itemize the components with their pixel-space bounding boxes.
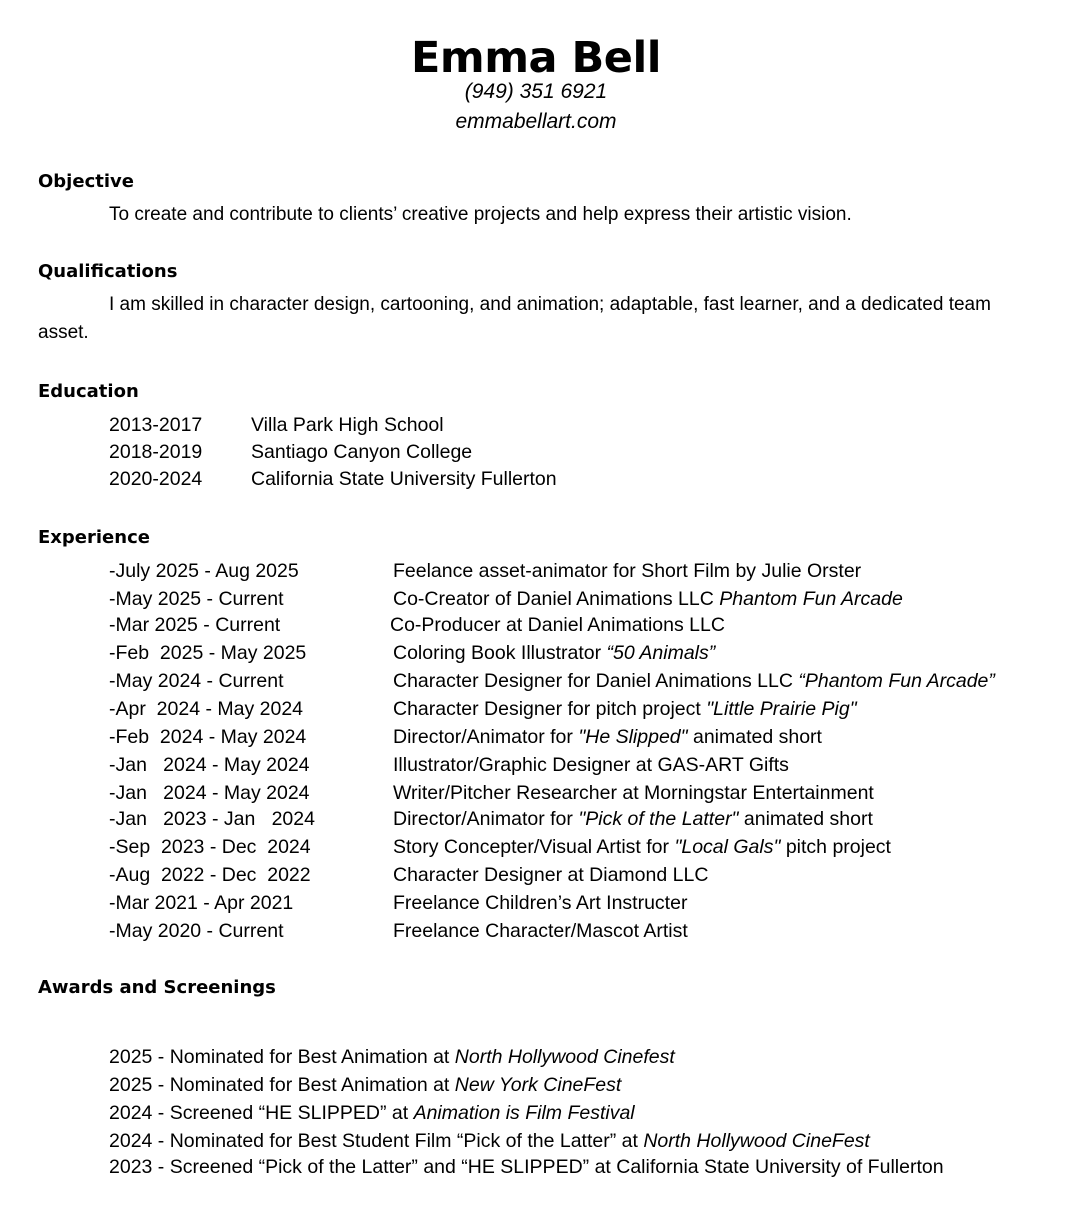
role-title: Phantom Fun Arcade [719, 588, 903, 610]
award-text: 2025 - Nominated for Best Animation at [109, 1074, 455, 1096]
role-suffix: pitch project [780, 836, 891, 858]
role-text: Director/Animator for [393, 726, 579, 748]
award-venue: Animation is Film Festival [413, 1102, 635, 1124]
experience-heading: Experience [38, 527, 150, 548]
award-text: 2023 - Screened “Pick of the Latter” and “HE SLIPPED” at California State University of Fullerton [109, 1156, 944, 1178]
experience-dates: -Jan 2024 - May 2024 [109, 782, 310, 804]
qualifications-heading: Qualifications [38, 261, 178, 282]
role-text: Co-Creator of Daniel Animations LLC [393, 588, 720, 610]
experience-role [393, 585, 903, 613]
objective-text [38, 201, 1038, 229]
experience-role [393, 695, 857, 723]
experience-role [393, 861, 708, 889]
award-item [109, 1127, 870, 1155]
role-text: Freelance Children’s Art Instructer [393, 892, 688, 914]
experience-dates: -May 2025 - Current [109, 588, 284, 610]
award-text: 2024 - Nominated for Best Student Film “Pick of the Latter” at [109, 1130, 644, 1152]
experience-role [393, 723, 822, 751]
qualifications-text-content: I am skilled in character design, cartooning, and animation; adaptable, fast learner, and a dedicated team asset. [38, 294, 991, 343]
role-title: "Little Prairie Pig" [706, 698, 857, 720]
experience-role [393, 557, 861, 585]
objective-text-content: To create and contribute to clients’ creative projects and help express their artistic vision. [109, 204, 852, 225]
role-text: Coloring Book Illustrator [393, 642, 607, 664]
website: emmabellart.com [455, 110, 617, 133]
resume-name: Emma Bell [411, 33, 661, 83]
experience-role [393, 751, 789, 779]
role-suffix: animated short [687, 726, 822, 748]
awards-heading: Awards and Screenings [38, 977, 276, 998]
award-item [109, 1043, 675, 1071]
experience-role [393, 805, 873, 833]
award-item [109, 1099, 635, 1127]
role-text: Character Designer for pitch project [393, 698, 707, 720]
experience-role [393, 889, 687, 917]
role-text: Feelance asset-animator for Short Film by Julie Orster [393, 560, 862, 582]
qualifications-text [38, 291, 1038, 347]
experience-dates: -May 2020 - Current [109, 920, 284, 942]
experience-dates: -Mar 2021 - Apr 2021 [109, 892, 294, 914]
experience-role [393, 917, 688, 945]
experience-dates: -Apr 2024 - May 2024 [109, 698, 304, 720]
role-title: “Phantom Fun Arcade” [798, 670, 995, 692]
award-venue: North Hollywood Cinefest [454, 1046, 675, 1068]
award-venue: New York CineFest [454, 1074, 622, 1096]
experience-dates: -Mar 2025 - Current [109, 614, 281, 636]
role-title: "Pick of the Latter" [578, 808, 739, 830]
experience-dates: -Jan 2023 - Jan 2024 [109, 808, 315, 830]
experience-role [393, 833, 891, 861]
role-text: Freelance Character/Mascot Artist [393, 920, 688, 942]
role-suffix: animated short [738, 808, 873, 830]
education-years: 2018-2019 [109, 441, 203, 463]
experience-role [393, 779, 874, 807]
role-text: Co-Producer at Daniel Animations LLC [390, 614, 725, 636]
award-item [109, 1153, 944, 1181]
experience-dates: -July 2025 - Aug 2025 [109, 560, 299, 582]
experience-dates: -Jan 2024 - May 2024 [109, 754, 310, 776]
experience-role [393, 667, 995, 695]
role-title: "He Slipped" [578, 726, 688, 748]
education-school: California State University Fullerton [251, 468, 557, 490]
phone-number: (949) 351 6921 [464, 80, 608, 103]
award-text: 2025 - Nominated for Best Animation at [109, 1046, 455, 1068]
role-text: Writer/Pitcher Researcher at Morningstar Entertainment [393, 782, 874, 804]
experience-dates: -Feb 2024 - May 2024 [109, 726, 307, 748]
role-text: Story Concepter/Visual Artist for [393, 836, 675, 858]
education-heading: Education [38, 381, 139, 402]
experience-dates: -Sep 2023 - Dec 2024 [109, 836, 311, 858]
award-venue: North Hollywood CineFest [643, 1130, 870, 1152]
role-title: “50 Animals” [606, 642, 716, 664]
education-school: Villa Park High School [251, 414, 444, 436]
role-text: Character Designer at Diamond LLC [393, 864, 709, 886]
experience-dates: -May 2024 - Current [109, 670, 284, 692]
experience-dates: -Aug 2022 - Dec 2022 [109, 864, 311, 886]
award-text: 2024 - Screened “HE SLIPPED” at [109, 1102, 414, 1124]
experience-role [390, 611, 725, 639]
education-school: Santiago Canyon College [251, 441, 473, 463]
role-title: "Local Gals" [674, 836, 781, 858]
education-years: 2013-2017 [109, 414, 203, 436]
experience-role [393, 639, 715, 667]
education-years: 2020-2024 [109, 468, 203, 490]
role-text: Illustrator/Graphic Designer at GAS-ART Gifts [393, 754, 789, 776]
award-item [109, 1071, 621, 1099]
role-text: Character Designer for Daniel Animations LLC [393, 670, 799, 692]
experience-dates: -Feb 2025 - May 2025 [109, 642, 307, 664]
objective-heading: Objective [38, 171, 134, 192]
role-text: Director/Animator for [393, 808, 579, 830]
